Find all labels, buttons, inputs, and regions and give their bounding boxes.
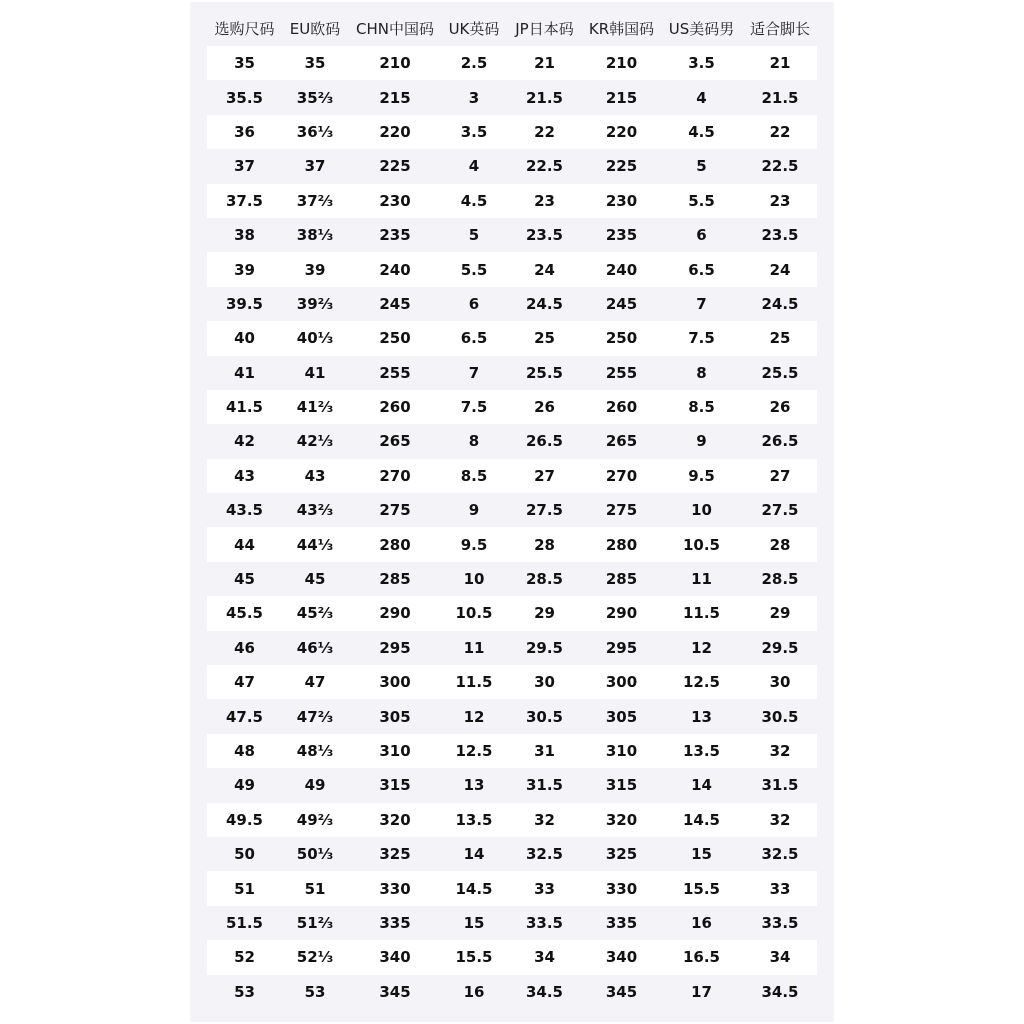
cell-uk-size: 2.5 bbox=[442, 46, 506, 80]
cell-jp-size: 27 bbox=[506, 459, 583, 493]
cell-uk-size: 6.5 bbox=[442, 321, 506, 355]
cell-eu-size: 49 bbox=[282, 768, 348, 802]
cell-jp-size: 23.5 bbox=[506, 218, 583, 252]
table-row bbox=[207, 734, 817, 768]
cell-uk-size: 14 bbox=[442, 837, 506, 871]
cell-chn-size: 315 bbox=[348, 768, 442, 802]
cell-eu-size: 45⅔ bbox=[282, 596, 348, 630]
cell-chn-size: 335 bbox=[348, 906, 442, 940]
table-row bbox=[207, 975, 817, 1009]
cell-uk-size: 15.5 bbox=[442, 940, 506, 974]
cell-kr-size: 240 bbox=[583, 252, 660, 286]
cell-foot-length: 25 bbox=[743, 321, 817, 355]
cell-select-size: 51.5 bbox=[207, 906, 282, 940]
cell-jp-size: 26.5 bbox=[506, 424, 583, 458]
size-chart-table bbox=[207, 10, 817, 1009]
table-row bbox=[207, 527, 817, 561]
cell-select-size: 49.5 bbox=[207, 803, 282, 837]
cell-chn-size: 240 bbox=[348, 252, 442, 286]
cell-foot-length: 26 bbox=[743, 390, 817, 424]
cell-chn-size: 295 bbox=[348, 631, 442, 665]
cell-eu-size: 47⅔ bbox=[282, 699, 348, 733]
cell-foot-length: 23.5 bbox=[743, 218, 817, 252]
cell-uk-size: 11.5 bbox=[442, 665, 506, 699]
cell-select-size: 39 bbox=[207, 252, 282, 286]
table-row bbox=[207, 459, 817, 493]
table-row bbox=[207, 184, 817, 218]
cell-chn-size: 215 bbox=[348, 80, 442, 114]
cell-select-size: 51 bbox=[207, 871, 282, 905]
cell-us-men-size: 6.5 bbox=[660, 252, 743, 286]
cell-select-size: 39.5 bbox=[207, 287, 282, 321]
table-row bbox=[207, 115, 817, 149]
cell-eu-size: 41 bbox=[282, 356, 348, 390]
cell-us-men-size: 10 bbox=[660, 493, 743, 527]
cell-us-men-size: 14.5 bbox=[660, 803, 743, 837]
cell-foot-length: 28 bbox=[743, 527, 817, 561]
cell-jp-size: 25.5 bbox=[506, 356, 583, 390]
cell-select-size: 36 bbox=[207, 115, 282, 149]
cell-uk-size: 9.5 bbox=[442, 527, 506, 561]
cell-uk-size: 8 bbox=[442, 424, 506, 458]
cell-select-size: 48 bbox=[207, 734, 282, 768]
cell-us-men-size: 8.5 bbox=[660, 390, 743, 424]
cell-jp-size: 30 bbox=[506, 665, 583, 699]
cell-jp-size: 32.5 bbox=[506, 837, 583, 871]
cell-chn-size: 285 bbox=[348, 562, 442, 596]
cell-chn-size: 300 bbox=[348, 665, 442, 699]
cell-uk-size: 9 bbox=[442, 493, 506, 527]
cell-chn-size: 330 bbox=[348, 871, 442, 905]
header-kr-size: KR韩国码 bbox=[588, 19, 655, 38]
cell-chn-size: 325 bbox=[348, 837, 442, 871]
cell-eu-size: 50⅓ bbox=[282, 837, 348, 871]
cell-uk-size: 13.5 bbox=[442, 803, 506, 837]
cell-chn-size: 260 bbox=[348, 390, 442, 424]
header-eu-size: EU欧码 bbox=[289, 19, 341, 38]
cell-kr-size: 290 bbox=[583, 596, 660, 630]
table-row bbox=[207, 940, 817, 974]
cell-jp-size: 30.5 bbox=[506, 699, 583, 733]
cell-kr-size: 225 bbox=[583, 149, 660, 183]
cell-kr-size: 315 bbox=[583, 768, 660, 802]
header-foot-length: 适合脚长 bbox=[749, 19, 810, 38]
cell-chn-size: 340 bbox=[348, 940, 442, 974]
cell-select-size: 35.5 bbox=[207, 80, 282, 114]
cell-select-size: 53 bbox=[207, 975, 282, 1009]
cell-jp-size: 28.5 bbox=[506, 562, 583, 596]
table-row bbox=[207, 218, 817, 252]
cell-us-men-size: 13 bbox=[660, 699, 743, 733]
cell-select-size: 50 bbox=[207, 837, 282, 871]
table-row bbox=[207, 871, 817, 905]
cell-uk-size: 15 bbox=[442, 906, 506, 940]
table-row bbox=[207, 424, 817, 458]
cell-eu-size: 39 bbox=[282, 252, 348, 286]
cell-kr-size: 285 bbox=[583, 562, 660, 596]
cell-foot-length: 31.5 bbox=[743, 768, 817, 802]
cell-us-men-size: 7.5 bbox=[660, 321, 743, 355]
cell-kr-size: 305 bbox=[583, 699, 660, 733]
cell-us-men-size: 16 bbox=[660, 906, 743, 940]
cell-jp-size: 24.5 bbox=[506, 287, 583, 321]
cell-select-size: 41 bbox=[207, 356, 282, 390]
cell-uk-size: 10 bbox=[442, 562, 506, 596]
cell-kr-size: 320 bbox=[583, 803, 660, 837]
cell-kr-size: 250 bbox=[583, 321, 660, 355]
header-uk-size: UK英码 bbox=[448, 19, 500, 38]
header-chn-size: CHN中国码 bbox=[356, 19, 434, 38]
cell-uk-size: 13 bbox=[442, 768, 506, 802]
cell-us-men-size: 5.5 bbox=[660, 184, 743, 218]
cell-foot-length: 28.5 bbox=[743, 562, 817, 596]
cell-us-men-size: 14 bbox=[660, 768, 743, 802]
cell-chn-size: 230 bbox=[348, 184, 442, 218]
cell-foot-length: 24 bbox=[743, 252, 817, 286]
cell-kr-size: 325 bbox=[583, 837, 660, 871]
cell-kr-size: 280 bbox=[583, 527, 660, 561]
cell-kr-size: 295 bbox=[583, 631, 660, 665]
cell-foot-length: 34 bbox=[743, 940, 817, 974]
cell-jp-size: 34.5 bbox=[506, 975, 583, 1009]
cell-chn-size: 220 bbox=[348, 115, 442, 149]
cell-kr-size: 310 bbox=[583, 734, 660, 768]
cell-jp-size: 26 bbox=[506, 390, 583, 424]
cell-foot-length: 22 bbox=[743, 115, 817, 149]
table-row bbox=[207, 252, 817, 286]
cell-uk-size: 3 bbox=[442, 80, 506, 114]
table-row bbox=[207, 46, 817, 80]
cell-eu-size: 53 bbox=[282, 975, 348, 1009]
cell-jp-size: 29.5 bbox=[506, 631, 583, 665]
cell-us-men-size: 16.5 bbox=[660, 940, 743, 974]
cell-select-size: 44 bbox=[207, 527, 282, 561]
cell-foot-length: 34.5 bbox=[743, 975, 817, 1009]
cell-kr-size: 270 bbox=[583, 459, 660, 493]
header-select-size: 选购尺码 bbox=[214, 19, 275, 38]
cell-eu-size: 36⅓ bbox=[282, 115, 348, 149]
cell-jp-size: 31 bbox=[506, 734, 583, 768]
cell-us-men-size: 12 bbox=[660, 631, 743, 665]
cell-us-men-size: 12.5 bbox=[660, 665, 743, 699]
cell-chn-size: 265 bbox=[348, 424, 442, 458]
cell-chn-size: 290 bbox=[348, 596, 442, 630]
cell-select-size: 49 bbox=[207, 768, 282, 802]
cell-eu-size: 38⅓ bbox=[282, 218, 348, 252]
cell-us-men-size: 9 bbox=[660, 424, 743, 458]
cell-select-size: 40 bbox=[207, 321, 282, 355]
cell-eu-size: 45 bbox=[282, 562, 348, 596]
cell-uk-size: 12.5 bbox=[442, 734, 506, 768]
header-us-men-size: US美码男 bbox=[668, 19, 735, 38]
cell-eu-size: 35 bbox=[282, 46, 348, 80]
cell-us-men-size: 11 bbox=[660, 562, 743, 596]
size-chart-panel bbox=[190, 2, 834, 1022]
cell-foot-length: 32 bbox=[743, 803, 817, 837]
cell-foot-length: 25.5 bbox=[743, 356, 817, 390]
cell-chn-size: 250 bbox=[348, 321, 442, 355]
cell-eu-size: 43 bbox=[282, 459, 348, 493]
cell-foot-length: 23 bbox=[743, 184, 817, 218]
cell-select-size: 47 bbox=[207, 665, 282, 699]
cell-select-size: 45 bbox=[207, 562, 282, 596]
cell-kr-size: 210 bbox=[583, 46, 660, 80]
cell-us-men-size: 5 bbox=[660, 149, 743, 183]
table-row bbox=[207, 906, 817, 940]
table-row bbox=[207, 493, 817, 527]
cell-eu-size: 51⅔ bbox=[282, 906, 348, 940]
cell-select-size: 43.5 bbox=[207, 493, 282, 527]
cell-kr-size: 245 bbox=[583, 287, 660, 321]
cell-jp-size: 24 bbox=[506, 252, 583, 286]
table-row bbox=[207, 699, 817, 733]
cell-kr-size: 265 bbox=[583, 424, 660, 458]
cell-chn-size: 345 bbox=[348, 975, 442, 1009]
cell-kr-size: 235 bbox=[583, 218, 660, 252]
cell-kr-size: 340 bbox=[583, 940, 660, 974]
cell-eu-size: 47 bbox=[282, 665, 348, 699]
cell-uk-size: 6 bbox=[442, 287, 506, 321]
cell-foot-length: 27 bbox=[743, 459, 817, 493]
table-row bbox=[207, 562, 817, 596]
cell-chn-size: 275 bbox=[348, 493, 442, 527]
cell-chn-size: 270 bbox=[348, 459, 442, 493]
cell-foot-length: 22.5 bbox=[743, 149, 817, 183]
cell-us-men-size: 15.5 bbox=[660, 871, 743, 905]
cell-eu-size: 37⅔ bbox=[282, 184, 348, 218]
cell-eu-size: 41⅔ bbox=[282, 390, 348, 424]
cell-eu-size: 39⅔ bbox=[282, 287, 348, 321]
cell-kr-size: 335 bbox=[583, 906, 660, 940]
cell-foot-length: 21.5 bbox=[743, 80, 817, 114]
cell-uk-size: 7 bbox=[442, 356, 506, 390]
cell-select-size: 43 bbox=[207, 459, 282, 493]
cell-us-men-size: 7 bbox=[660, 287, 743, 321]
cell-chn-size: 280 bbox=[348, 527, 442, 561]
cell-select-size: 45.5 bbox=[207, 596, 282, 630]
size-table-body bbox=[207, 46, 817, 1009]
cell-kr-size: 220 bbox=[583, 115, 660, 149]
cell-uk-size: 4.5 bbox=[442, 184, 506, 218]
cell-jp-size: 32 bbox=[506, 803, 583, 837]
cell-us-men-size: 4.5 bbox=[660, 115, 743, 149]
cell-jp-size: 25 bbox=[506, 321, 583, 355]
cell-select-size: 37.5 bbox=[207, 184, 282, 218]
cell-select-size: 47.5 bbox=[207, 699, 282, 733]
cell-eu-size: 37 bbox=[282, 149, 348, 183]
cell-select-size: 38 bbox=[207, 218, 282, 252]
cell-uk-size: 14.5 bbox=[442, 871, 506, 905]
cell-us-men-size: 15 bbox=[660, 837, 743, 871]
cell-chn-size: 310 bbox=[348, 734, 442, 768]
cell-eu-size: 44⅓ bbox=[282, 527, 348, 561]
cell-select-size: 52 bbox=[207, 940, 282, 974]
table-row bbox=[207, 321, 817, 355]
cell-us-men-size: 9.5 bbox=[660, 459, 743, 493]
cell-kr-size: 300 bbox=[583, 665, 660, 699]
cell-jp-size: 33 bbox=[506, 871, 583, 905]
cell-uk-size: 12 bbox=[442, 699, 506, 733]
table-row bbox=[207, 631, 817, 665]
cell-foot-length: 33 bbox=[743, 871, 817, 905]
cell-us-men-size: 11.5 bbox=[660, 596, 743, 630]
cell-foot-length: 27.5 bbox=[743, 493, 817, 527]
table-row bbox=[207, 80, 817, 114]
cell-select-size: 46 bbox=[207, 631, 282, 665]
cell-eu-size: 51 bbox=[282, 871, 348, 905]
cell-us-men-size: 17 bbox=[660, 975, 743, 1009]
cell-us-men-size: 10.5 bbox=[660, 527, 743, 561]
cell-jp-size: 23 bbox=[506, 184, 583, 218]
cell-jp-size: 29 bbox=[506, 596, 583, 630]
cell-kr-size: 230 bbox=[583, 184, 660, 218]
header-row bbox=[207, 10, 817, 46]
cell-kr-size: 330 bbox=[583, 871, 660, 905]
cell-us-men-size: 6 bbox=[660, 218, 743, 252]
cell-chn-size: 305 bbox=[348, 699, 442, 733]
cell-jp-size: 34 bbox=[506, 940, 583, 974]
cell-uk-size: 7.5 bbox=[442, 390, 506, 424]
cell-jp-size: 21.5 bbox=[506, 80, 583, 114]
cell-foot-length: 21 bbox=[743, 46, 817, 80]
cell-uk-size: 4 bbox=[442, 149, 506, 183]
cell-uk-size: 8.5 bbox=[442, 459, 506, 493]
cell-kr-size: 345 bbox=[583, 975, 660, 1009]
cell-foot-length: 29.5 bbox=[743, 631, 817, 665]
cell-foot-length: 24.5 bbox=[743, 287, 817, 321]
cell-us-men-size: 13.5 bbox=[660, 734, 743, 768]
cell-select-size: 35 bbox=[207, 46, 282, 80]
table-row bbox=[207, 803, 817, 837]
cell-eu-size: 49⅔ bbox=[282, 803, 348, 837]
cell-us-men-size: 8 bbox=[660, 356, 743, 390]
cell-uk-size: 3.5 bbox=[442, 115, 506, 149]
table-row bbox=[207, 665, 817, 699]
cell-uk-size: 10.5 bbox=[442, 596, 506, 630]
cell-us-men-size: 3.5 bbox=[660, 46, 743, 80]
cell-jp-size: 31.5 bbox=[506, 768, 583, 802]
cell-chn-size: 245 bbox=[348, 287, 442, 321]
cell-uk-size: 11 bbox=[442, 631, 506, 665]
table-row bbox=[207, 768, 817, 802]
cell-foot-length: 30.5 bbox=[743, 699, 817, 733]
cell-eu-size: 35⅔ bbox=[282, 80, 348, 114]
cell-chn-size: 235 bbox=[348, 218, 442, 252]
cell-eu-size: 42⅓ bbox=[282, 424, 348, 458]
cell-kr-size: 275 bbox=[583, 493, 660, 527]
cell-jp-size: 33.5 bbox=[506, 906, 583, 940]
cell-uk-size: 5 bbox=[442, 218, 506, 252]
table-row bbox=[207, 149, 817, 183]
cell-eu-size: 46⅓ bbox=[282, 631, 348, 665]
cell-eu-size: 43⅔ bbox=[282, 493, 348, 527]
cell-jp-size: 22.5 bbox=[506, 149, 583, 183]
cell-foot-length: 26.5 bbox=[743, 424, 817, 458]
cell-foot-length: 30 bbox=[743, 665, 817, 699]
cell-eu-size: 40⅓ bbox=[282, 321, 348, 355]
cell-kr-size: 255 bbox=[583, 356, 660, 390]
cell-foot-length: 32.5 bbox=[743, 837, 817, 871]
cell-chn-size: 225 bbox=[348, 149, 442, 183]
cell-chn-size: 255 bbox=[348, 356, 442, 390]
cell-chn-size: 320 bbox=[348, 803, 442, 837]
table-row bbox=[207, 596, 817, 630]
cell-select-size: 41.5 bbox=[207, 390, 282, 424]
table-row bbox=[207, 837, 817, 871]
cell-foot-length: 33.5 bbox=[743, 906, 817, 940]
header-jp-size: JP日本码 bbox=[515, 19, 574, 38]
cell-chn-size: 210 bbox=[348, 46, 442, 80]
table-row bbox=[207, 287, 817, 321]
cell-jp-size: 21 bbox=[506, 46, 583, 80]
table-row bbox=[207, 390, 817, 424]
cell-us-men-size: 4 bbox=[660, 80, 743, 114]
cell-foot-length: 29 bbox=[743, 596, 817, 630]
cell-select-size: 37 bbox=[207, 149, 282, 183]
cell-uk-size: 16 bbox=[442, 975, 506, 1009]
cell-jp-size: 28 bbox=[506, 527, 583, 561]
cell-jp-size: 22 bbox=[506, 115, 583, 149]
cell-kr-size: 260 bbox=[583, 390, 660, 424]
cell-eu-size: 48⅓ bbox=[282, 734, 348, 768]
cell-eu-size: 52⅓ bbox=[282, 940, 348, 974]
cell-foot-length: 32 bbox=[743, 734, 817, 768]
table-row bbox=[207, 356, 817, 390]
cell-jp-size: 27.5 bbox=[506, 493, 583, 527]
cell-kr-size: 215 bbox=[583, 80, 660, 114]
cell-uk-size: 5.5 bbox=[442, 252, 506, 286]
cell-select-size: 42 bbox=[207, 424, 282, 458]
